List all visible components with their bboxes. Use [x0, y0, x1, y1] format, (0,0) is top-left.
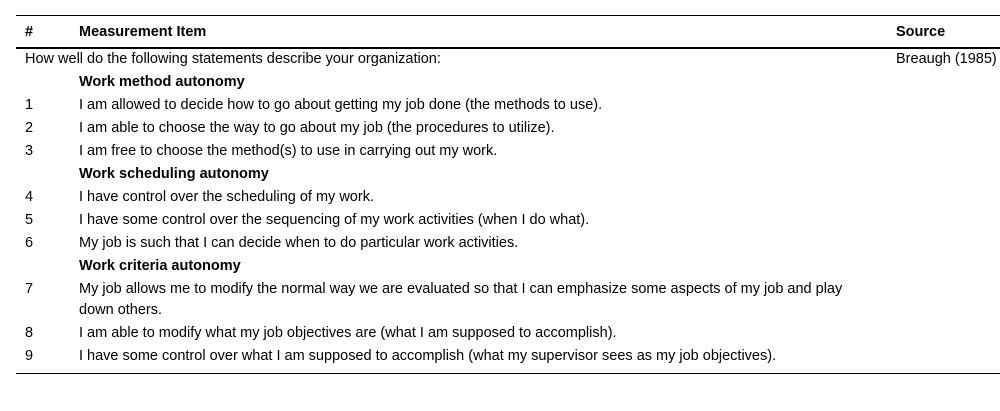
- table-row: [16, 279, 1000, 323]
- section-num-cell: [16, 164, 79, 187]
- item-number: 2: [25, 120, 34, 136]
- item-number: 3: [25, 143, 34, 159]
- item-number: 9: [25, 348, 34, 364]
- header-num: #: [25, 23, 34, 40]
- item-text: I have control over the scheduling of my work.: [79, 189, 374, 205]
- table-header-row: [16, 16, 1000, 49]
- section-title: Work scheduling autonomy: [79, 166, 269, 182]
- section-header-row: [16, 256, 1000, 279]
- intro-text: How well do the following statements describe your organization:: [25, 51, 441, 67]
- table-row: [16, 210, 1000, 233]
- intro-row: [16, 48, 1000, 72]
- table-row: [16, 118, 1000, 141]
- table-row: [16, 346, 1000, 374]
- section-num-cell: [16, 256, 79, 279]
- item-text: My job is such that I can decide when to do particular work activities.: [79, 235, 519, 251]
- item-number: 6: [25, 235, 34, 251]
- item-number: 7: [25, 281, 34, 297]
- source-citation: Breaugh (1985): [896, 51, 997, 67]
- table-row: [16, 141, 1000, 164]
- item-text: I have some control over the sequencing of my work activities (when I do what).: [79, 212, 590, 228]
- table-row: [16, 323, 1000, 346]
- item-text: I am able to modify what my job objectives are (what I am supposed to accomplish).: [79, 325, 617, 341]
- item-text: I am free to choose the method(s) to use in carrying out my work.: [79, 143, 498, 159]
- item-text: I have some control over what I am supposed to accomplish (what my supervisor sees as my job objectives).: [79, 348, 777, 364]
- item-text: I am allowed to decide how to go about getting my job done (the methods to use).: [79, 97, 603, 113]
- table-row: [16, 233, 1000, 256]
- measurement-table-container: [16, 15, 997, 374]
- section-num-cell: [16, 72, 79, 95]
- item-number: 8: [25, 325, 34, 341]
- section-header-row: [16, 72, 1000, 95]
- section-title: Work method autonomy: [79, 74, 245, 90]
- item-number: 4: [25, 189, 34, 205]
- section-title: Work criteria autonomy: [79, 258, 241, 274]
- item-number: 5: [25, 212, 34, 228]
- section-header-row: [16, 164, 1000, 187]
- item-text: My job allows me to modify the normal way we are evaluated so that I can emphasize some aspects of my job and play down others.: [79, 281, 843, 318]
- item-text: I am able to choose the way to go about my job (the procedures to utilize).: [79, 120, 555, 136]
- table-body: [16, 48, 1000, 374]
- measurement-table: [16, 15, 1000, 374]
- table-row: [16, 95, 1000, 118]
- item-number: 1: [25, 97, 34, 113]
- header-source: Source: [896, 23, 946, 40]
- header-item: Measurement Item: [79, 23, 207, 40]
- table-row: [16, 187, 1000, 210]
